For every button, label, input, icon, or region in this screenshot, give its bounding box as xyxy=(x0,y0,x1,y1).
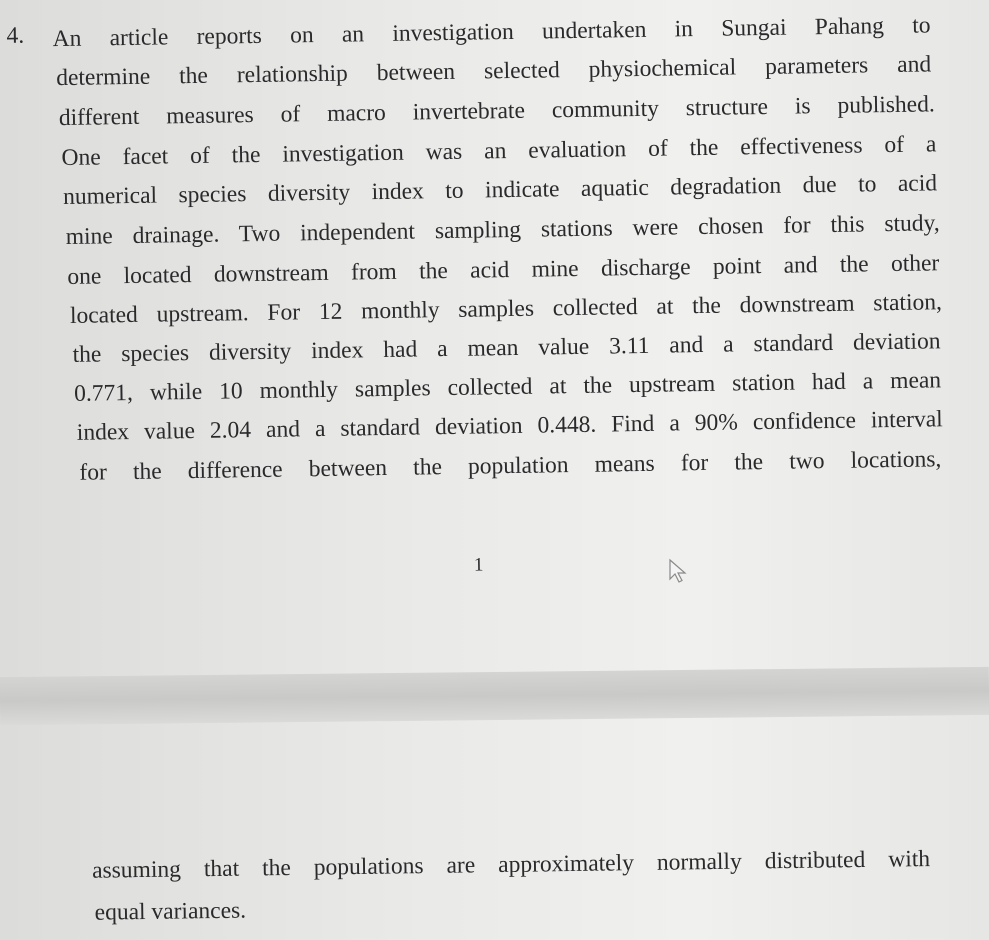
question-number: 4. xyxy=(6,22,25,49)
question-line: equal variances. xyxy=(94,897,247,926)
question-line: One facet of the investigation was an evaluation of the effectiveness of a xyxy=(61,131,937,172)
page-number: 1 xyxy=(473,554,484,576)
mouse-cursor-icon xyxy=(668,558,692,584)
question-line: determine the relationship between selected physiochemical parameters and xyxy=(56,51,932,92)
question-line: one located downstream from the acid mine discharge point and the other xyxy=(67,250,940,290)
question-line: numerical species diversity index to indicate aquatic degradation due to acid xyxy=(62,170,938,211)
question-line: the species diversity index had a mean value 3.11 and a standard deviation xyxy=(72,328,941,368)
question-line: located upstream. For 12 monthly samples collected at the downstream station, xyxy=(69,289,943,329)
question-line: 0.771, while 10 monthly samples collected at the upstream station had a mean xyxy=(73,367,942,407)
question-line: assuming that the populations are approximately normally distributed with xyxy=(91,846,931,884)
question-line: for the difference between the population means for the two locations, xyxy=(79,446,942,486)
question-line: An article reports on an investigation undertaken in Sungai Pahang to xyxy=(52,12,931,53)
question-line: mine drainage. Two independent sampling stations were chosen for this study, xyxy=(65,210,940,250)
question-line: index value 2.04 and a standard deviation 0.448. Find a 90% confidence interval xyxy=(76,406,943,446)
page-2 xyxy=(0,706,989,940)
question-line: different measures of macro invertebrate community structure is published. xyxy=(58,91,935,132)
